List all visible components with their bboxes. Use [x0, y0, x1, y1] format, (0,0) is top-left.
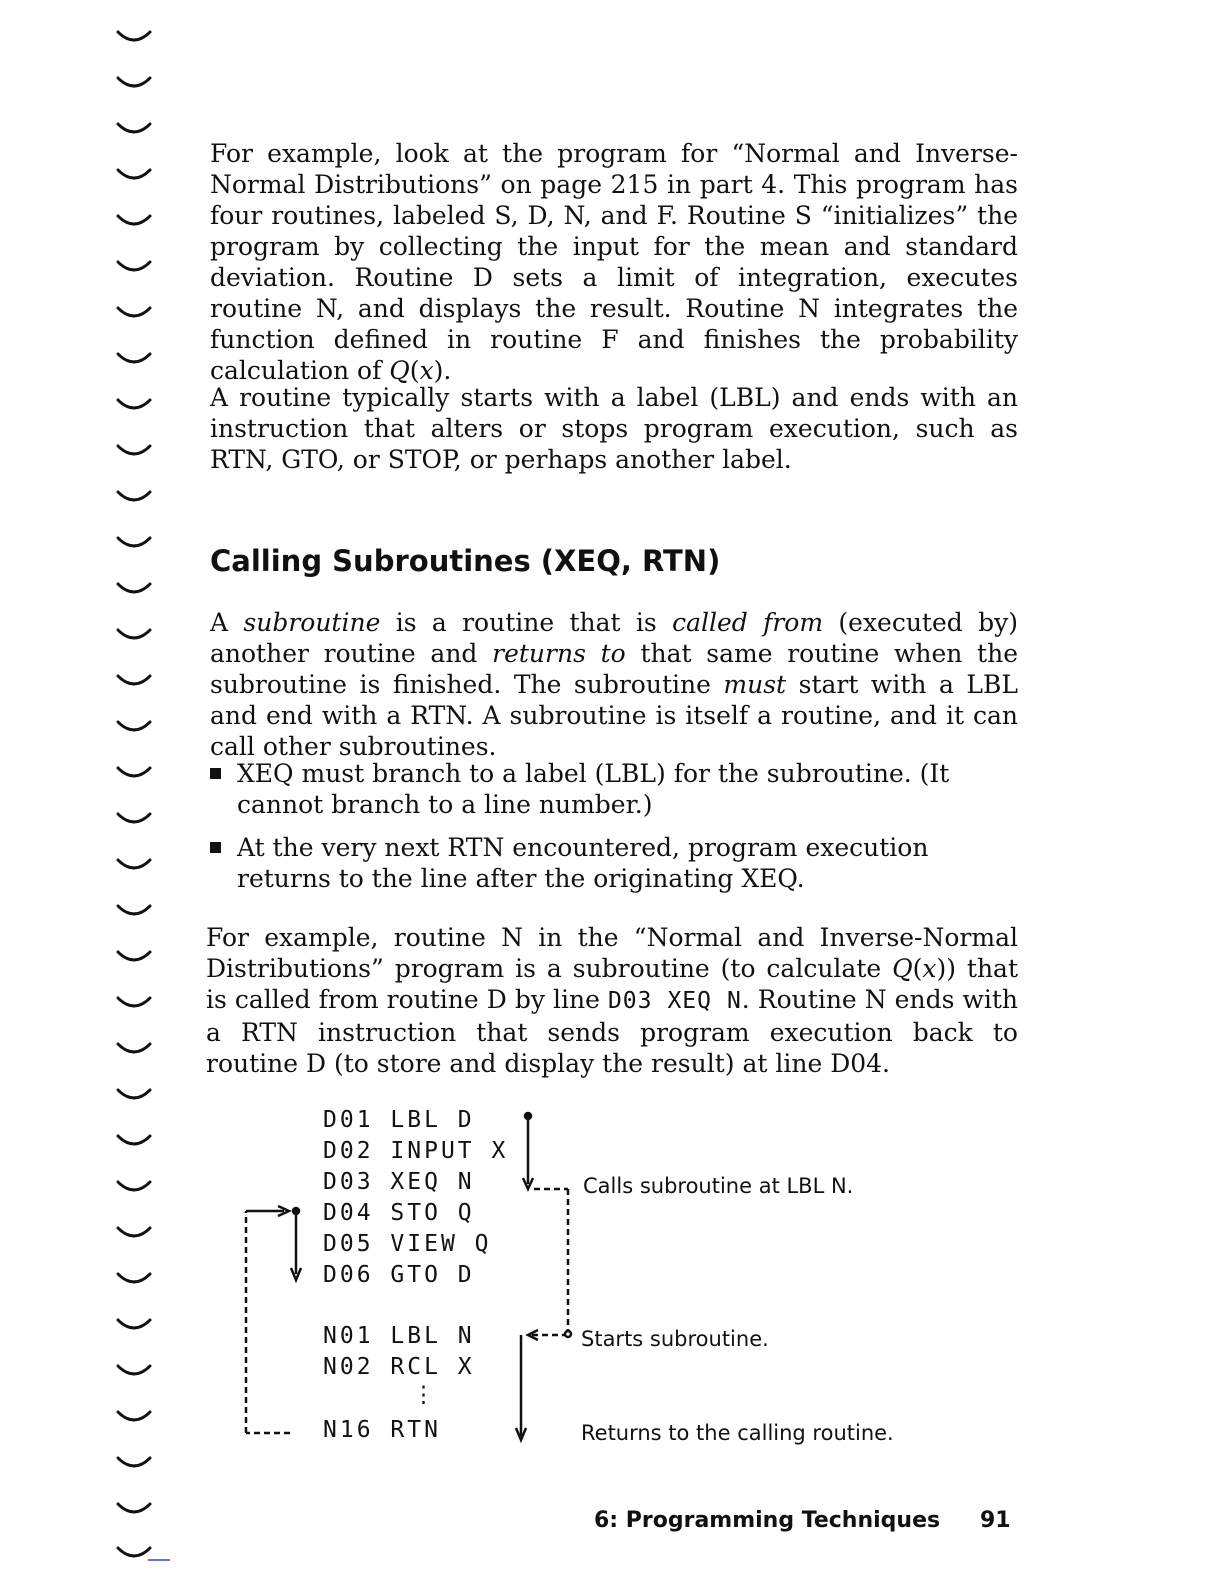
program-line: N16 RTN	[323, 1417, 441, 1443]
example-paragraph: For example, routine N in the “Normal and Inverse-Normal Distributions” program is a subroutine (to calculate Q(x)) that is called from routine D by line D03 XEQ N. Routine N ends with a RTN instruction that sends program execution back to routine D (to store and display the result) at line D04.	[206, 923, 1019, 1078]
program-line: N01 LBL N	[323, 1323, 475, 1349]
intro-paragraph: For example, look at the program for “Normal and Inverse-Normal Distributions” on page 215 in part 4. This program has four routines, labeled S, D, N, and F. Routine S “initializes” the program by collecting the input for the mean and standard deviation. Routine D sets a limit of integration, executes routine N, and displays the result. Routine N integrates the function defined in routine F and finishes the probability calculation of Q(x).	[210, 139, 1018, 385]
program-line: D05 VIEW Q	[323, 1231, 492, 1257]
footer-chapter-title: 6: Programming Techniques	[594, 1508, 941, 1533]
list-item: At the very next RTN encountered, program execution returns to the line after the originating XEQ.	[210, 832, 1018, 894]
section-heading: Calling Subroutines (XEQ, RTN)	[210, 544, 721, 578]
page-number: 91	[980, 1508, 1011, 1533]
rules-list	[210, 758, 1018, 906]
subroutine-paragraph: A subroutine is a routine that is called from (executed by) another routine and returns to that same routine when the subroutine is finished. The subroutine must start with a LBL and end with a RTN. A subroutine is itself a routine, and it can call other subroutines.	[210, 608, 1019, 761]
calls-note: Calls subroutine at LBL N.	[583, 1174, 854, 1198]
program-line: D06 GTO D	[323, 1262, 475, 1288]
starts-note: Starts subroutine.	[581, 1327, 769, 1351]
list-item: XEQ must branch to a label (LBL) for the subroutine. (It cannot branch to a line number.)	[210, 758, 1018, 820]
bullet-icon	[210, 768, 221, 779]
routine-paragraph: A routine typically starts with a label (LBL) and ends with an instruction that alters or stops program execution, such as RTN, GTO, or STOP, or perhaps another label.	[210, 383, 1018, 474]
spiral-binding	[0, 0, 170, 1584]
returns-note: Returns to the calling routine.	[581, 1421, 894, 1445]
program-line: D02 INPUT X	[323, 1138, 509, 1164]
bullet-icon	[210, 842, 221, 853]
program-line: D03 XEQ N	[323, 1169, 475, 1195]
program-line: N02 RCL X	[323, 1354, 475, 1380]
program-line: D01 LBL D	[323, 1107, 475, 1133]
program-line: D04 STO Q	[323, 1200, 475, 1226]
ellipsis: ⋮	[412, 1382, 435, 1408]
